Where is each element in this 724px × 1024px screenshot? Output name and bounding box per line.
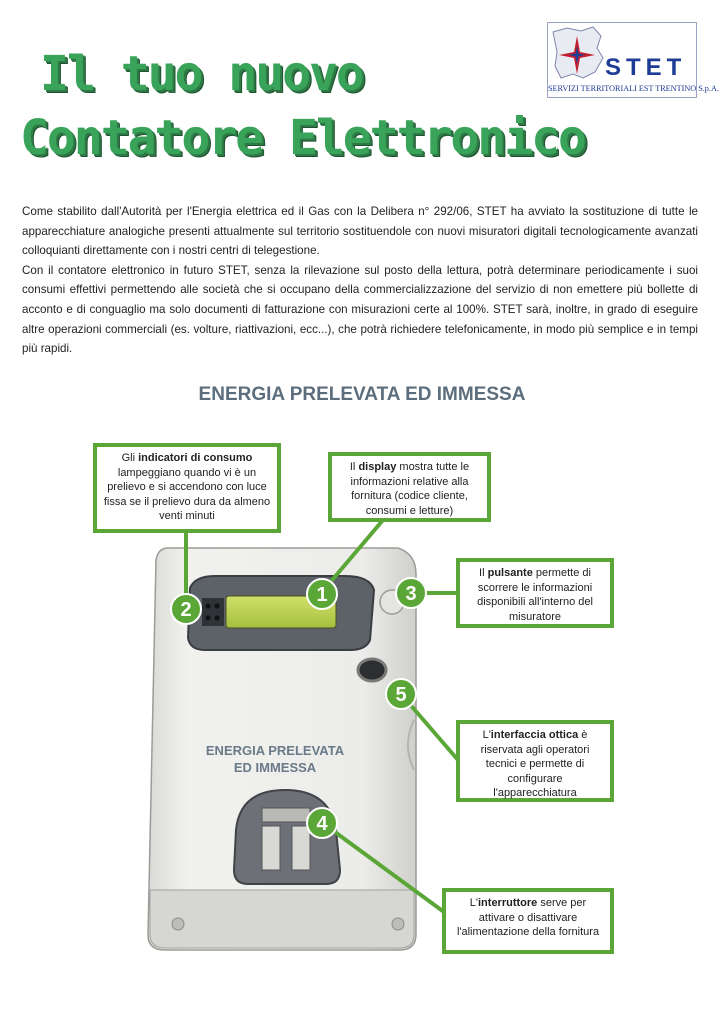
- callout-pulsante-post: permette di scorrere le informazioni disponibili all'interno del misuratore: [477, 567, 593, 623]
- callout-interfaccia-ottica: [456, 720, 614, 802]
- callout-indicatori-bold: indicatori di consumo: [138, 452, 253, 464]
- intro-paragraph-2: Con il contatore elettronico in futuro STET, senza la rilevazione sul posto della lettura, potrà determinare periodicamente i suoi consumi effettivi permettendo alle società che si occupano della commercializzazione del servizio di non emettere più bollette di acconto e di conguaglio ma solo documenti di fatturazione con misurazioni certe al 100%. STET sarà, inoltre, in grado di eseguire altre operazioni commerciali (es. volture, riattivazioni, ecc...), che potrà richiedere telefonicamente, in modo più semplice e in tempi più rapidi.: [22, 263, 698, 356]
- callout-interfaccia-bold: interfaccia ottica: [490, 729, 579, 741]
- callout-interruttore: [442, 888, 614, 954]
- meter-label: [185, 742, 365, 776]
- callout-display-pre: Il: [349, 461, 359, 473]
- switch-lever-1: [262, 826, 280, 870]
- badge-1-number: 1: [316, 584, 328, 606]
- logo-text: STET: [605, 54, 687, 81]
- badge-2-number: 2: [180, 599, 192, 621]
- callout-interruttore-post: serve per attivare o disattivare l'alimentazione della fornitura: [456, 897, 600, 938]
- badge-5: [386, 679, 416, 709]
- callout-pulsante: [456, 558, 614, 628]
- title-line-2: Contatore Elettronico: [20, 110, 585, 166]
- callout-indicatori-post: lampeggiano quando vi è un prelievo e si accendono con luce fissa se il prelievo dura da almeno venti minuti: [103, 466, 271, 522]
- badge-4: [307, 808, 337, 838]
- badge-5-number: 5: [395, 684, 407, 706]
- screw-right: [392, 918, 404, 930]
- meter-label-line-2: ED IMMESSA: [233, 760, 317, 775]
- meter-lower-cover: [150, 890, 414, 948]
- optical-interface: [358, 659, 386, 681]
- callout-interruttore-bold: interruttore: [478, 897, 538, 909]
- title-line-1: Il tuo nuovo: [40, 46, 363, 102]
- screw-left: [172, 918, 184, 930]
- callout-pulsante-pre: Il: [479, 567, 488, 579]
- badge-2: [171, 594, 201, 624]
- callout-indicatori-pre: Gli: [121, 452, 139, 464]
- callout-interruttore-pre: L': [469, 897, 478, 909]
- callout-display-post: mostra tutte le informazioni relative alla fornitura (codice cliente, consumi e letture): [350, 461, 470, 517]
- callout-pulsante-bold: pulsante: [487, 567, 533, 579]
- intro-paragraph-1: Come stabilito dall'Autorità per l'Energia elettrica ed il Gas con la Delibera n° 292/06, STET ha avviato la sostituzione di tutte le apparecchiature analogiche presenti attualmente sul territorio sostituendole con nuovi misuratori digitali tecnologicamente avanzati colloquianti direttamente con i nostri centri di telegestione.: [22, 205, 698, 258]
- badge-4-number: 4: [316, 813, 328, 835]
- callout-display-bold: display: [358, 461, 397, 473]
- switch-lever-2: [292, 826, 310, 870]
- badge-1: [307, 579, 337, 609]
- badge-3: [396, 578, 426, 608]
- meter-label-line-1: ENERGIA PRELEVATA: [205, 743, 345, 758]
- callout-interfaccia-pre: L': [482, 729, 491, 741]
- callout-interfaccia-post: è riservata agli operatori tecnici e permette di configurare l'apparecchiatura: [480, 729, 590, 799]
- badge-3-number: 3: [405, 583, 417, 605]
- section-title: ENERGIA PRELEVATA ED IMMESSA: [198, 384, 526, 405]
- indicator-panel: [202, 598, 224, 626]
- callout-indicatori-consumo: [93, 443, 281, 533]
- callout-display: [328, 452, 491, 522]
- logo-subtitle: SERVIZI TERRITORIALI EST TRENTINO S.p.A.: [548, 84, 719, 93]
